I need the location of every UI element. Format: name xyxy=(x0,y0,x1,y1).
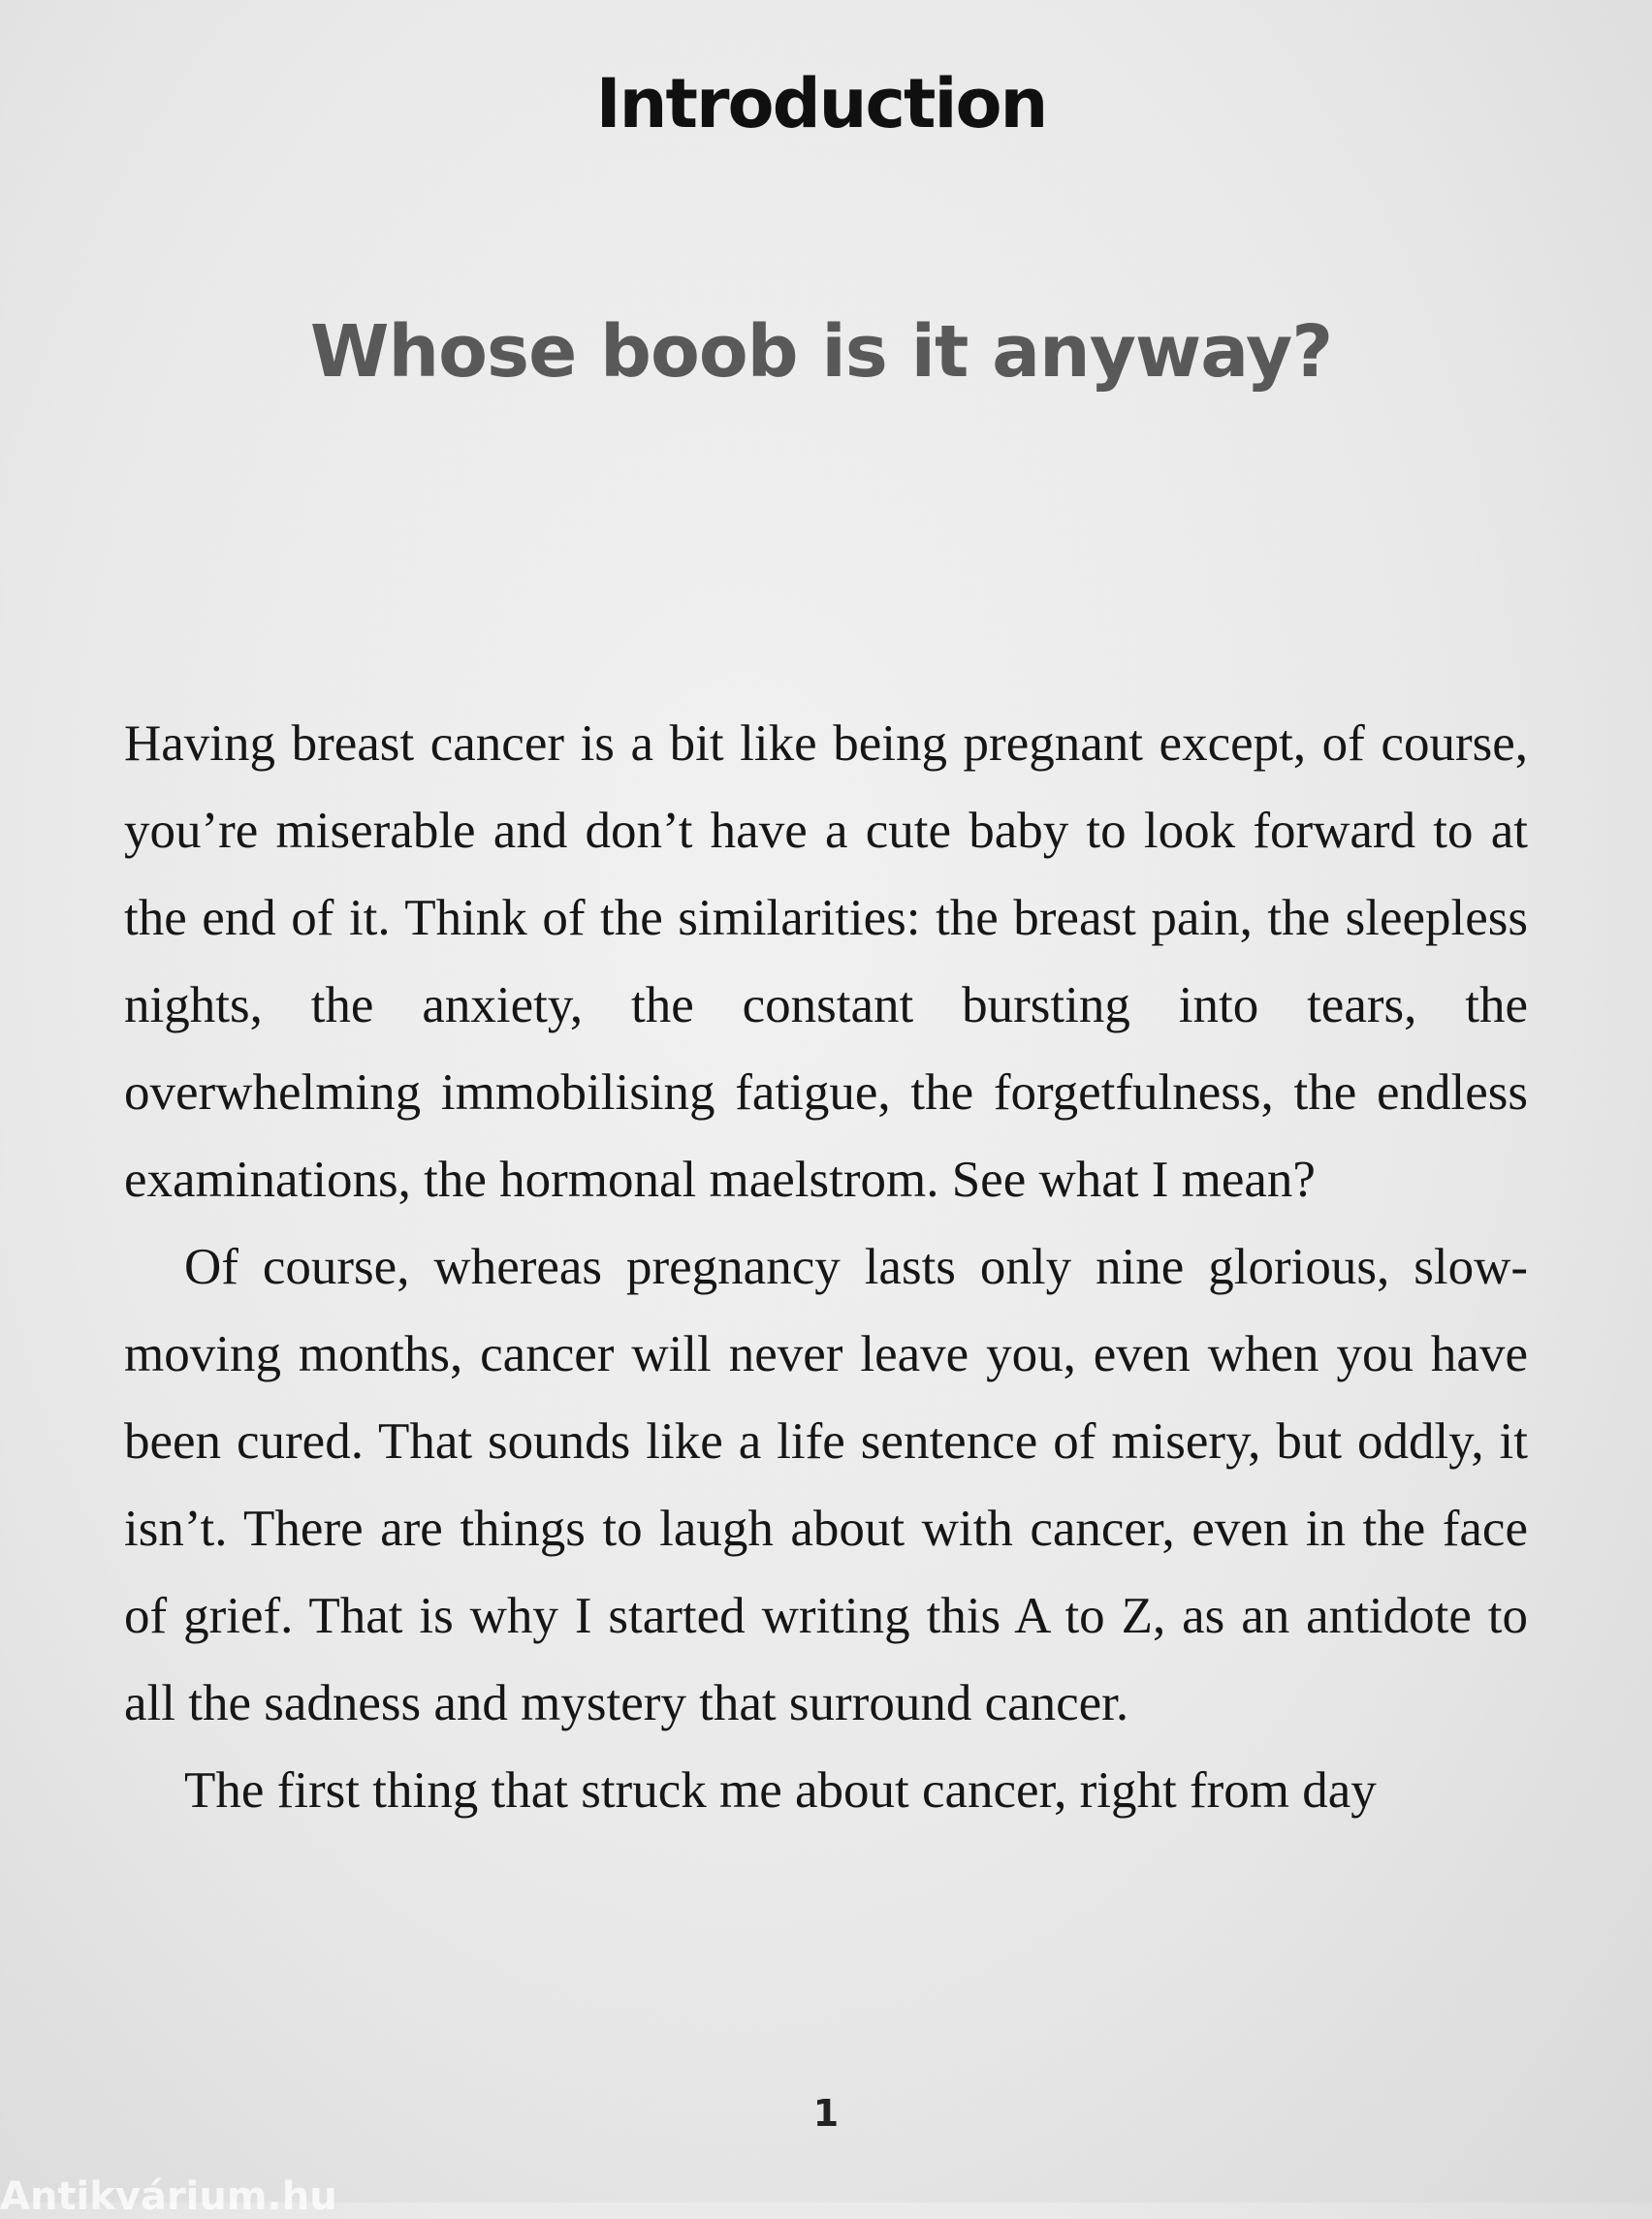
paragraph-1: Having breast cancer is a bit like being pregnant except, of course, you’re miserable and don’t have a cute baby to look forward to at the end of it. Think of the similarities: the breast pain, the sleepless nights, the anxiety, the constant bursting into tears, the overwhelming immobilising fatigue, the forgetfulness, the endless examinations, the hormonal maelstrom. See what I mean? xyxy=(124,715,1528,1208)
paragraph-3: The first thing that struck me about cancer, right from day xyxy=(184,1762,1377,1819)
watermark: Antikvárium.hu xyxy=(0,2174,337,2219)
section-title: Whose boob is it anyway? xyxy=(309,310,1333,394)
chapter-title: Introduction xyxy=(595,64,1047,143)
page-number: 1 xyxy=(812,2092,840,2135)
body-text xyxy=(124,700,1528,1834)
paragraph-2: Of course, whereas pregnancy lasts only nine glorious, slow-moving months, cancer will never leave you, even when you have been cured. That sounds like a life sentence of misery, but oddly, it isn’t. There are things to laugh about with cancer, even in the face of grief. That is why I started writing this A to Z, as an antidote to all the sadness and mystery that surround cancer. xyxy=(124,1239,1528,1731)
